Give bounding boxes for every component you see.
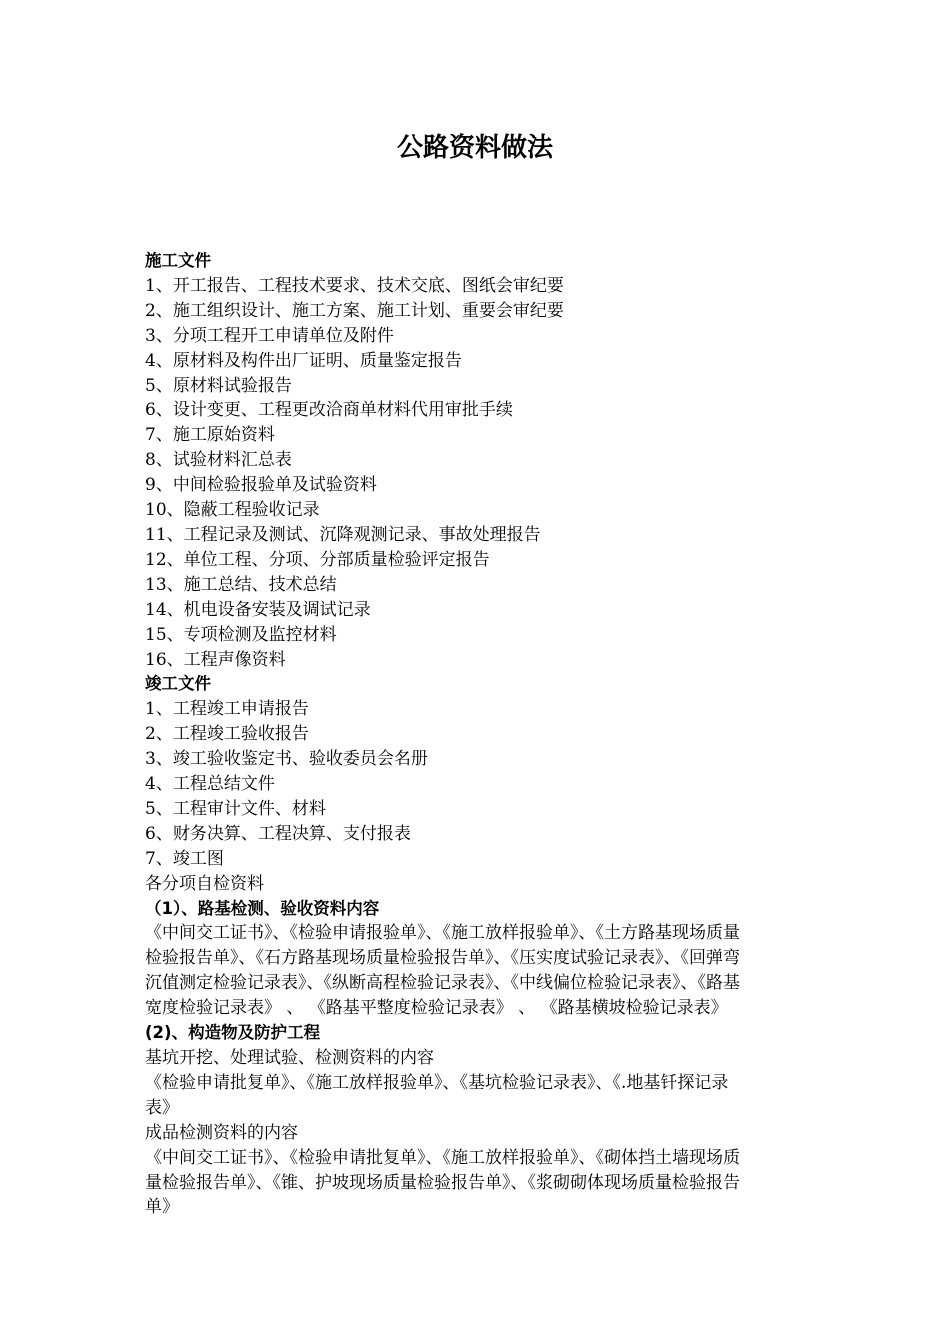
- list-item: 3、竣工验收鉴定书、验收委员会名册: [145, 749, 428, 770]
- structures-heading: (2)、构造物及防护工程: [145, 1023, 321, 1043]
- list-item: 2、工程竣工验收报告: [145, 724, 309, 745]
- list-item: 15、专项检测及监控材料: [145, 624, 337, 645]
- list-item: 2、施工组织设计、施工方案、施工计划、重要会审纪要: [145, 300, 564, 321]
- paragraph-line: 表》: [145, 1097, 179, 1118]
- paragraph-line: 《检验申请批复单》、《施工放样报验单》、《基坑检验记录表》、《.地基钎探记录: [145, 1072, 729, 1093]
- section-heading-construction: 施工文件: [145, 251, 211, 270]
- list-item: 6、设计变更、工程更改洽商单材料代用审批手续: [145, 400, 513, 421]
- paragraph-line: 检验报告单》、《石方路基现场质量检验报告单》、《压实度试验记录表》、《回弹弯: [145, 948, 740, 969]
- list-item: 6、财务决算、工程决算、支付报表: [145, 823, 411, 844]
- list-item: 16、工程声像资料: [145, 649, 286, 670]
- list-item: 9、中间检验报验单及试验资料: [145, 475, 377, 496]
- construction-list: [145, 274, 810, 673]
- list-item: 14、机电设备安装及调试记录: [145, 599, 371, 620]
- product-paragraph: [145, 1146, 810, 1221]
- list-item: 12、单位工程、分项、分部质量检验评定报告: [145, 549, 490, 570]
- list-item: 7、施工原始资料: [145, 425, 275, 446]
- document-body: [145, 249, 810, 1220]
- pit-paragraph: [145, 1071, 810, 1121]
- list-item: 11、工程记录及测试、沉降观测记录、事故处理报告: [145, 524, 541, 545]
- list-item: 1、工程竣工申请报告: [145, 699, 309, 720]
- list-item: 5、工程审计文件、材料: [145, 798, 326, 819]
- list-item: 10、隐蔽工程验收记录: [145, 500, 320, 521]
- subgrade-heading: （1）、路基检测、验收资料内容: [145, 898, 380, 918]
- list-item: 8、试验材料汇总表: [145, 450, 292, 471]
- list-item: 5、原材料试验报告: [145, 375, 292, 396]
- list-item: 1、开工报告、工程技术要求、技术交底、图纸会审纪要: [145, 275, 564, 296]
- pit-label: 基坑开挖、处理试验、检测资料的内容: [145, 1048, 434, 1068]
- list-item: 7、竣工图: [145, 848, 224, 869]
- paragraph-line: 量检验报告单》、《锥、护坡现场质量检验报告单》、《浆砌砌体现场质量检验报告: [145, 1172, 740, 1193]
- subgrade-paragraph: [145, 921, 810, 1021]
- paragraph-line: 宽度检验记录表》 、 《路基平整度检验记录表》 、 《路基横坡检验记录表》: [145, 998, 728, 1019]
- product-label: 成品检测资料的内容: [145, 1122, 298, 1143]
- paragraph-line: 沉值测定检验记录表》、《纵断高程检验记录表》、《中线偏位检验记录表》、《路基: [145, 973, 740, 994]
- section-heading-completion: 竣工文件: [145, 674, 211, 694]
- document-title: 公路资料做法: [396, 133, 553, 163]
- list-item: 13、施工总结、技术总结: [145, 574, 337, 595]
- self-check-label: 各分项自检资料: [145, 873, 264, 894]
- completion-list: [145, 697, 810, 871]
- list-item: 4、原材料及构件出厂证明、质量鉴定报告: [145, 350, 462, 371]
- paragraph-line: 单》: [145, 1197, 179, 1218]
- paragraph-line: 《中间交工证书》、《检验申请批复单》、《施工放样报验单》、《砌体挡土墙现场质: [145, 1147, 740, 1168]
- paragraph-line: 《中间交工证书》、《检验申请报验单》、《施工放样报验单》、《土方路基现场质量: [145, 923, 740, 944]
- list-item: 3、分项工程开工申请单位及附件: [145, 325, 394, 346]
- list-item: 4、工程总结文件: [145, 774, 275, 795]
